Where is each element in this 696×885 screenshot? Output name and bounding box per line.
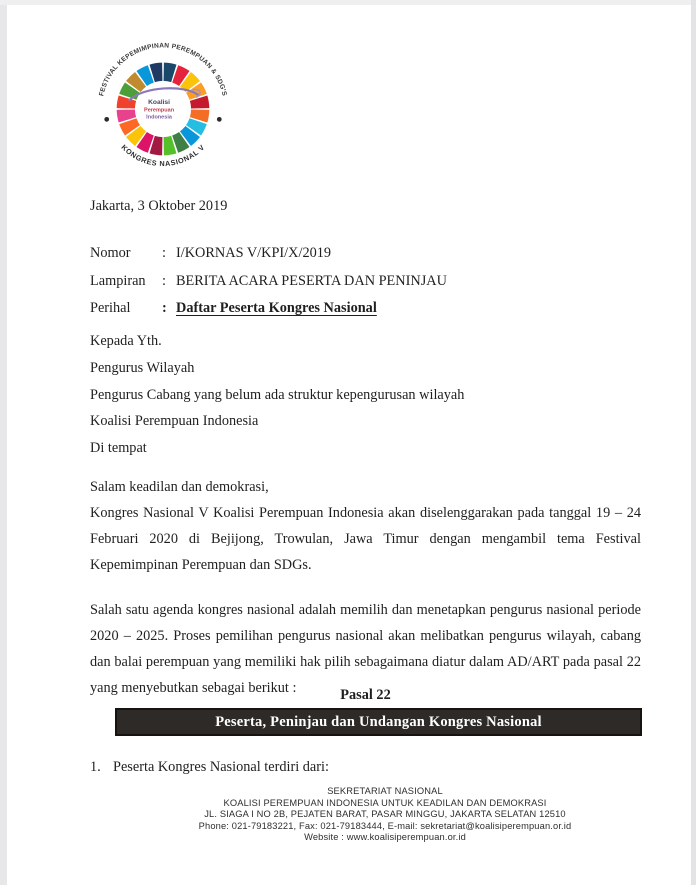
logo-dot-left (104, 117, 109, 122)
svg-text:KONGRES NASIONAL V (119, 143, 206, 168)
scan-edge-top (0, 0, 696, 5)
meta-separator: : (162, 245, 166, 261)
list-item-number: 1. (90, 759, 101, 775)
meta-row-nomor (90, 240, 642, 268)
meta-value-nomor: I/KORNAS V/KPI/X/2019 (176, 245, 332, 261)
meta-row-lampiran (90, 268, 642, 296)
footer-secretariat-line: SEKRETARIAT NASIONAL (327, 786, 443, 796)
logo-center-line-3: Indonesia (146, 114, 172, 121)
numbered-list-item (90, 754, 641, 780)
footer-address-line: JL. SIAGA I NO 2B, PEJATEN BARAT, PASAR MINGGU, JAKARTA SELATAN 12510 (204, 809, 566, 820)
organization-logo (92, 40, 234, 178)
letterhead-footer (100, 786, 670, 844)
logo-arc-text-top: FESTIVAL KEPEMIMPINAN PEREMPUAN & SDG'S (98, 42, 228, 97)
letter-date: Jakarta, 3 Oktober 2019 (90, 198, 228, 214)
meta-value-lampiran: BERITA ACARA PESERTA DAN PENINJAU (176, 272, 447, 289)
scan-edge-left (0, 0, 7, 885)
recipient-line: Pengurus Cabang yang belum ada struktur kepengurusan wilayah (90, 386, 465, 403)
recipient-line: Koalisi Perempuan Indonesia (90, 413, 259, 430)
logo-arc-text-bottom: KONGRES NASIONAL V (119, 142, 207, 169)
meta-label: Lampiran (90, 272, 146, 289)
meta-separator: : (162, 300, 167, 316)
opening-block (90, 474, 641, 578)
paragraph-1: Kongres Nasional V Koalisi Perempuan Indonesia akan diselenggarakan pada tanggal 19 – 24 Februari 2020 di Bejijong, Trowulan, Jawa Timur dengan mengambil tema Festival Kepemimpinan Perempuan dan SDGs. (90, 505, 641, 573)
meta-separator: : (162, 272, 166, 289)
salutation-line: Salam keadilan dan demokrasi, (90, 479, 269, 495)
section-banner (115, 708, 642, 736)
meta-label: Nomor (90, 245, 131, 261)
recipient-line: Pengurus Wilayah (90, 359, 195, 376)
footer-contact-line: Phone: 021-79183221, Fax: 021-79183444, E-mail: sekretariat@koalisiperempuan.or.id (198, 820, 572, 831)
meta-row-perihal (90, 295, 642, 323)
pasal-heading: Pasal 22 (340, 687, 391, 703)
recipient-line: Kepada Yth. (90, 333, 162, 349)
meta-label: Perihal (90, 300, 131, 316)
recipient-block (90, 328, 642, 462)
logo-dot-right (217, 117, 222, 122)
footer-organization-line: KOALISI PEREMPUAN INDONESIA UNTUK KEADILAN DAN DEMOKRASI (223, 797, 547, 808)
letter-meta-block (90, 240, 642, 323)
list-item-text: Peserta Kongres Nasional terdiri dari: (113, 759, 329, 775)
meta-value-perihal: Daftar Peserta Kongres Nasional (176, 300, 377, 316)
logo-center-line-2: Perempuan (144, 107, 175, 114)
recipient-line: Di tempat (90, 440, 147, 457)
footer-website-line: Website : www.koalisiperempuan.or.id (304, 832, 466, 843)
logo-center-line-1: Koalisi (148, 99, 171, 107)
scan-edge-right (691, 0, 696, 885)
paragraph-2: Salah satu agenda kongres nasional adalah memilih dan menetapkan pengurus nasional periode 2020 – 2025. Proses pemilihan pengurus nasional akan melibatkan pengurus wilayah, cabang dan balai perempuan yang memiliki hak pilih sebagaimana diatur dalam AD/ART pada pasal 22 yang menyebutkan sebagai berikut : (90, 602, 641, 696)
section-banner-title: Peserta, Peninjau dan Undangan Kongres Nasional (215, 713, 542, 730)
